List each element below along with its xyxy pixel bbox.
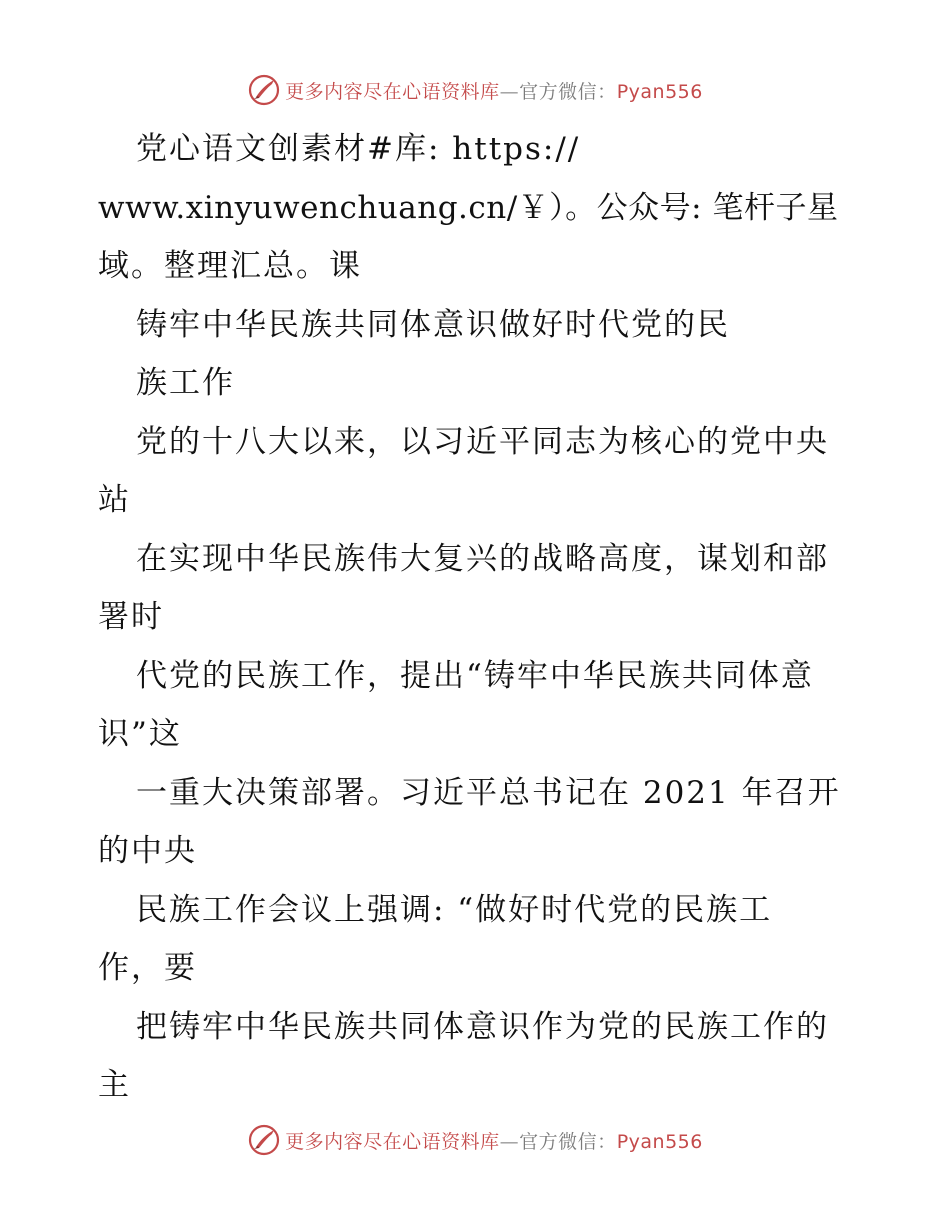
text-line-2: www.xinyuwenchuang.cn/￥）。公众号: 笔杆子星 <box>98 189 839 226</box>
text-line-11: 识”这 <box>98 716 182 752</box>
text-line-16: 把铸牢中华民族共同体意识作为党的民族工作的 <box>136 1008 829 1045</box>
text-line-7: 站 <box>98 482 131 518</box>
header-banner <box>0 70 950 110</box>
footer-banner <box>0 1120 950 1160</box>
banner-separator: — <box>499 1130 520 1153</box>
brush-logo-icon <box>247 1123 281 1157</box>
banner-separator: — <box>499 80 520 103</box>
brush-logo-icon <box>247 73 281 107</box>
text-line-3: 域。整理汇总。课 <box>98 248 362 284</box>
text-line-5: 族工作 <box>136 365 235 401</box>
banner-main: 更多内容尽在心语资料库 <box>285 80 500 103</box>
document-body <box>98 120 858 1115</box>
text-line-4: 铸牢中华民族共同体意识做好时代党的民 <box>136 306 730 343</box>
text-line-1: 党心语文创素材#库: https:// <box>136 131 581 167</box>
text-line-17: 主 <box>98 1067 131 1103</box>
text-line-15: 作，要 <box>98 950 197 986</box>
text-line-14: 民族工作会议上强调: “做好时代党的民族工 <box>136 891 773 928</box>
banner-official: 官方微信： <box>519 1130 617 1153</box>
banner-official: 官方微信： <box>519 80 617 103</box>
banner-text <box>285 1127 703 1154</box>
banner-wechat: Pyan556 <box>616 80 703 103</box>
banner-wechat: Pyan556 <box>616 1130 703 1153</box>
text-line-13: 的中央 <box>98 833 197 869</box>
text-line-8: 在实现中华民族伟大复兴的战略高度，谋划和部 <box>136 540 829 577</box>
banner-main: 更多内容尽在心语资料库 <box>285 1130 500 1153</box>
text-line-6: 党的十八大以来，以习近平同志为核心的党中央 <box>136 423 829 460</box>
banner-text <box>285 77 703 104</box>
text-line-10: 代党的民族工作，提出“铸牢中华民族共同体意 <box>136 657 814 694</box>
text-line-9: 署时 <box>98 599 164 635</box>
text-line-12: 一重大决策部署。习近平总书记在 2021 年召开 <box>136 774 841 811</box>
